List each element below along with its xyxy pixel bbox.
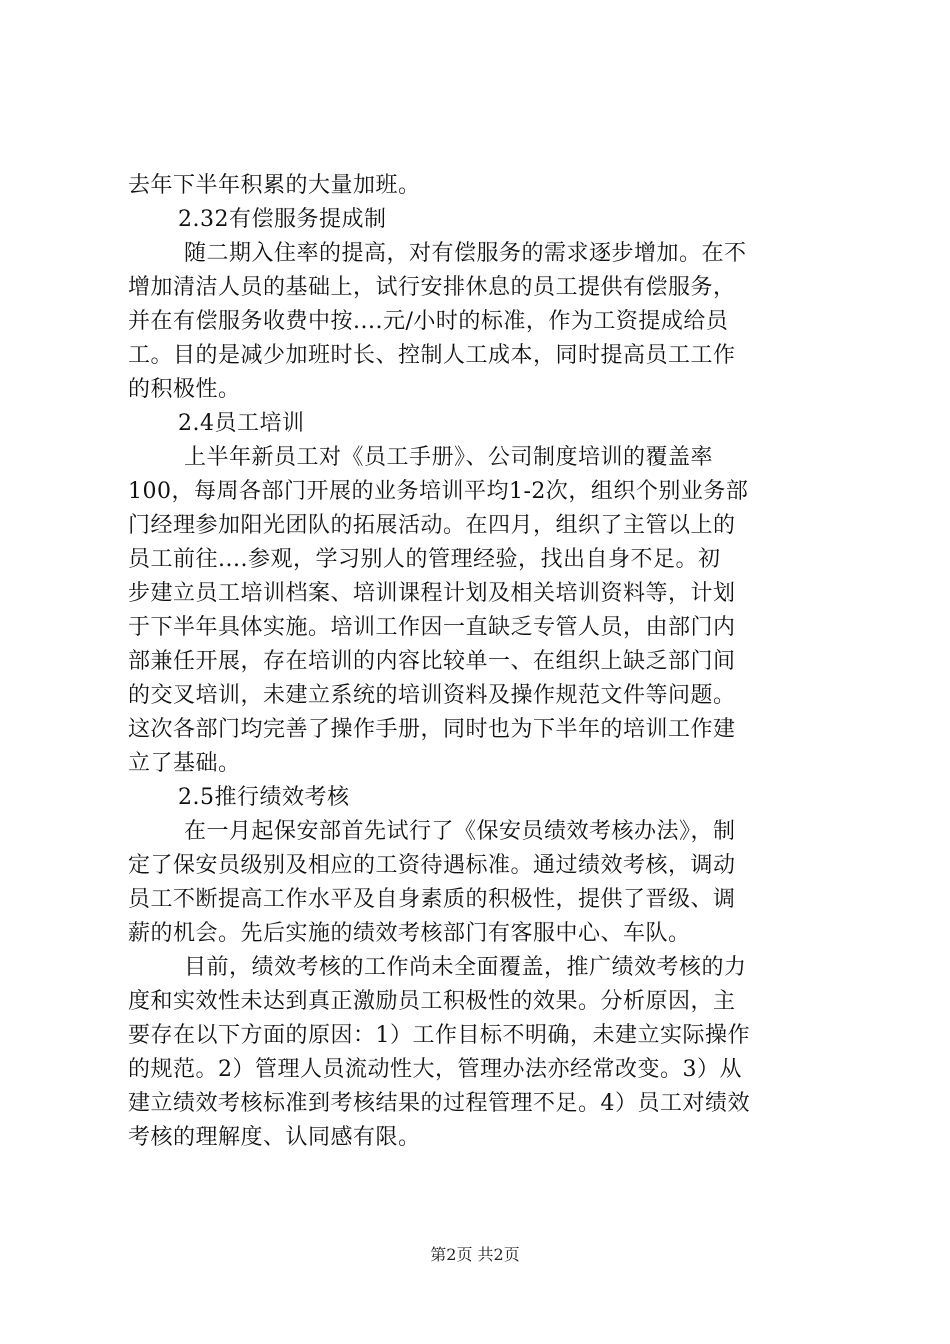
paragraph-line: 的交叉培训，未建立系统的培训资料及操作规范文件等问题。 <box>128 683 736 708</box>
paragraph-line: 度和实效性未达到真正激励员工积极性的效果。分析原因，主 <box>128 989 736 1014</box>
section-heading: 2.5推行绩效考核 <box>178 785 350 810</box>
paragraph-line: 要存在以下方面的原因：1）工作目标不明确，未建立实际操作 <box>128 1023 750 1048</box>
paragraph-line: 建立绩效考核标准到考核结果的过程管理不足。4）员工对绩效 <box>128 1091 750 1116</box>
paragraph-line: 的积极性。 <box>128 377 241 402</box>
paragraph-line: 上半年新员工对《员工手册》、公司制度培训的覆盖率 <box>184 445 714 470</box>
paragraph-line: 随二期入住率的提高，对有偿服务的需求逐步增加。在不 <box>184 241 747 266</box>
page-number-footer: 第2页 共2页 <box>430 1245 520 1264</box>
paragraph-line: 立了基础。 <box>128 751 241 776</box>
paragraph-line: 的规范。2）管理人员流动性大，管理办法亦经常改变。3）从 <box>128 1057 742 1082</box>
paragraph-line: 去年下半年积累的大量加班。 <box>128 173 421 198</box>
paragraph-line: 定了保安员级别及相应的工资待遇标准。通过绩效考核，调动 <box>128 853 736 878</box>
paragraph-line: 员工不断提高工作水平及自身素质的积极性，提供了晋级、调 <box>128 887 736 912</box>
paragraph-line: 增加清洁人员的基础上，试行安排休息的员工提供有偿服务， <box>128 275 736 300</box>
paragraph-line: 100，每周各部门开展的业务培训平均1-2次，组织个别业务部 <box>128 479 749 504</box>
paragraph-line: 于下半年具体实施。培训工作因一直缺乏专管人员，由部门内 <box>128 615 736 640</box>
paragraph-line: 考核的理解度、认同感有限。 <box>128 1125 421 1150</box>
paragraph-line: 目前，绩效考核的工作尚未全面覆盖，推广绩效考核的力 <box>184 955 747 980</box>
paragraph-line: 部兼任开展，存在培训的内容比较单一、在组织上缺乏部门间 <box>128 649 736 674</box>
paragraph-line: 并在有偿服务收费中按....元/小时的标准，作为工资提成给员 <box>128 309 729 334</box>
section-heading: 2.4员工培训 <box>178 411 305 436</box>
section-heading: 2.32有偿服务提成制 <box>178 207 387 232</box>
paragraph-line: 这次各部门均完善了操作手册，同时也为下半年的培训工作建 <box>128 717 736 742</box>
paragraph-line: 步建立员工培训档案、培训课程计划及相关培训资料等，计划 <box>128 581 736 606</box>
paragraph-line: 门经理参加阳光团队的拓展活动。在四月，组织了主管以上的 <box>128 513 736 538</box>
paragraph-line: 薪的机会。先后实施的绩效考核部门有客服中心、车队。 <box>128 921 691 946</box>
paragraph-line: 在一月起保安部首先试行了《保安员绩效考核办法》，制 <box>184 819 736 844</box>
paragraph-line: 员工前往....参观，学习别人的管理经验，找出自身不足。初 <box>128 547 721 572</box>
paragraph-line: 工。目的是减少加班时长、控制人工成本，同时提高员工工作 <box>128 343 736 368</box>
document-body <box>128 169 828 1155</box>
